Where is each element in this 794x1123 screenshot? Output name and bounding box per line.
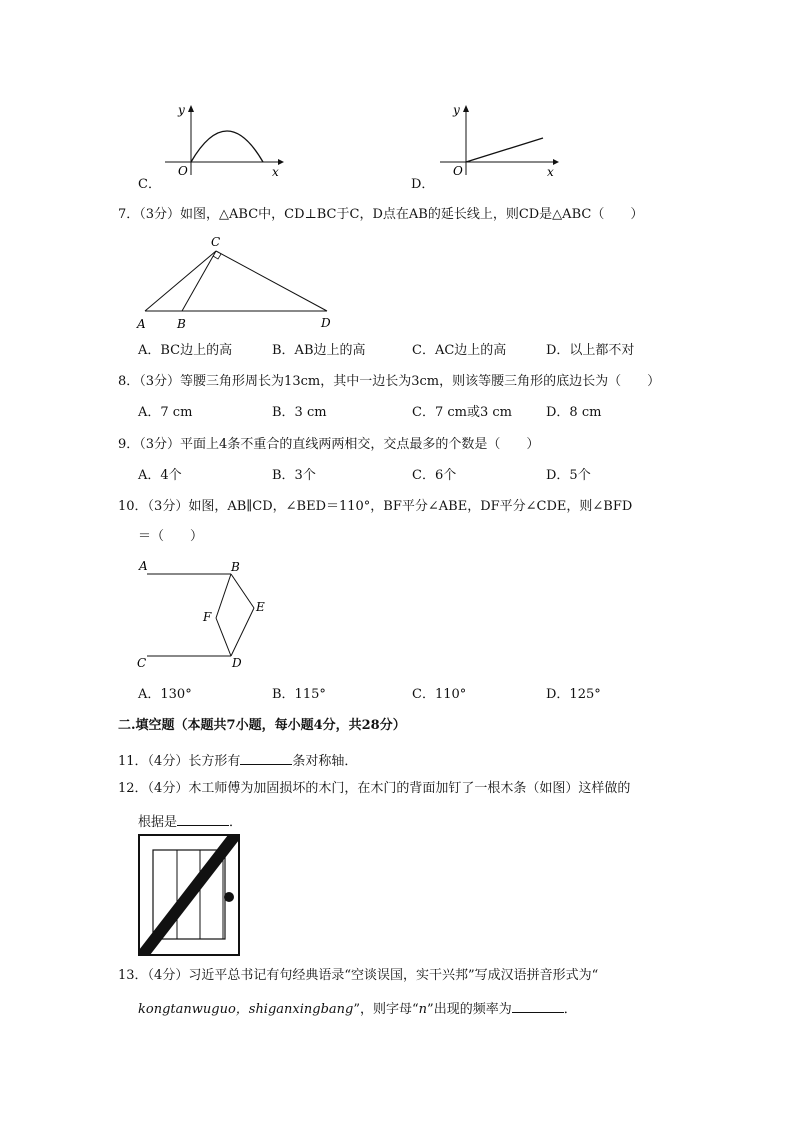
point-d-label: D <box>321 316 331 330</box>
q8-option-a[interactable]: A．7 cm <box>138 405 193 420</box>
point-a-label: A <box>137 317 146 331</box>
graph-option-d <box>435 100 565 180</box>
door-knob-icon <box>224 892 234 902</box>
point-c-label: C <box>211 235 221 249</box>
origin-label: O <box>178 164 188 178</box>
x-axis-label: x <box>272 165 279 179</box>
pinyin-text: kongtanwuguo，shiganxingbang <box>138 1002 354 1017</box>
x-axis-label: x <box>547 165 554 179</box>
question-7-text: 7．（3分）如图，△ABC中，CD⊥BC于C，D点在AB的延长线上，则CD是△ABC（ ） <box>118 207 644 222</box>
answer-blank[interactable] <box>512 998 564 1013</box>
q9-option-a[interactable]: A．4个 <box>138 468 182 483</box>
parallel-lines-figure <box>130 556 280 676</box>
q8-option-c[interactable]: C．7 cm或3 cm <box>412 405 512 420</box>
point-a-label: A <box>139 559 148 573</box>
point-e-label: E <box>256 600 265 614</box>
question-13-text-2: ”出现的频率为 <box>427 1002 512 1017</box>
option-d-label: D． <box>411 177 435 192</box>
q9-option-c[interactable]: C．6个 <box>412 468 457 483</box>
question-13-text: ”，则字母“ <box>353 1002 419 1017</box>
question-11-text: 11．（4分）长方形有 <box>118 754 241 769</box>
question-8-text: 8．（3分）等腰三角形周长为13cm，其中一边长为3cm，则该等腰三角形的底边长为（ ） <box>118 374 661 389</box>
question-12 <box>138 811 242 832</box>
question-13 <box>138 998 577 1019</box>
question-10-text-line2: ＝（ ） <box>138 529 204 544</box>
question-11-text-end: 条对称轴． <box>292 754 358 769</box>
q9-option-b[interactable]: B．3个 <box>272 468 316 483</box>
q10-option-b[interactable]: B．115° <box>272 687 326 702</box>
point-d-label: D <box>232 656 242 670</box>
q7-option-c[interactable]: C．AC边上的高 <box>412 343 507 358</box>
question-13-text-line1: 13．（4分）习近平总书记有句经典语录“空谈误国，实干兴邦”写成汉语拼音形式为“ <box>118 968 599 983</box>
q7-option-d[interactable]: D．以上都不对 <box>546 343 635 358</box>
y-axis-label: y <box>178 103 185 117</box>
q9-option-d[interactable]: D．5个 <box>546 468 591 483</box>
point-c-label: C <box>137 656 147 670</box>
origin-label: O <box>453 164 463 178</box>
option-c-label: C． <box>138 177 161 192</box>
q10-option-a[interactable]: A．130° <box>138 687 192 702</box>
graph-option-c <box>160 100 290 180</box>
q10-option-d[interactable]: D．125° <box>546 687 601 702</box>
question-11 <box>118 750 357 771</box>
q7-option-b[interactable]: B．AB边上的高 <box>272 343 366 358</box>
point-f-label: F <box>203 610 212 624</box>
question-12-text-line1: 12．（4分）木工师傅为加固损坏的木门，在木门的背面加钉了一根木条（如图）这样做的 <box>118 781 631 796</box>
answer-blank[interactable] <box>177 811 229 826</box>
y-axis-label: y <box>453 103 460 117</box>
question-12-text-end: ． <box>229 815 243 830</box>
question-12-text: 根据是 <box>138 815 178 830</box>
letter-n: n <box>418 1002 428 1017</box>
triangle-figure <box>130 232 350 332</box>
q8-option-b[interactable]: B．3 cm <box>272 405 327 420</box>
question-10-text-line1: 10．（3分）如图，AB∥CD，∠BED＝110°，BF平分∠ABE，DF平分∠CDE，则∠BFD <box>118 499 633 514</box>
section-2-title: 二.填空题（本题共7小题，每小题4分，共28分） <box>118 718 406 733</box>
point-b-label: B <box>231 560 240 574</box>
question-9-text: 9．（3分）平面上4条不重合的直线两两相交，交点最多的个数是（ ） <box>118 437 540 452</box>
q10-option-c[interactable]: C．110° <box>412 687 467 702</box>
point-b-label: B <box>177 317 186 331</box>
wooden-door-figure <box>138 834 240 956</box>
q7-option-a[interactable]: A．BC边上的高 <box>138 343 233 358</box>
q8-option-d[interactable]: D．8 cm <box>546 405 602 420</box>
answer-blank[interactable] <box>240 750 292 765</box>
question-13-text-end: ． <box>563 1002 577 1017</box>
